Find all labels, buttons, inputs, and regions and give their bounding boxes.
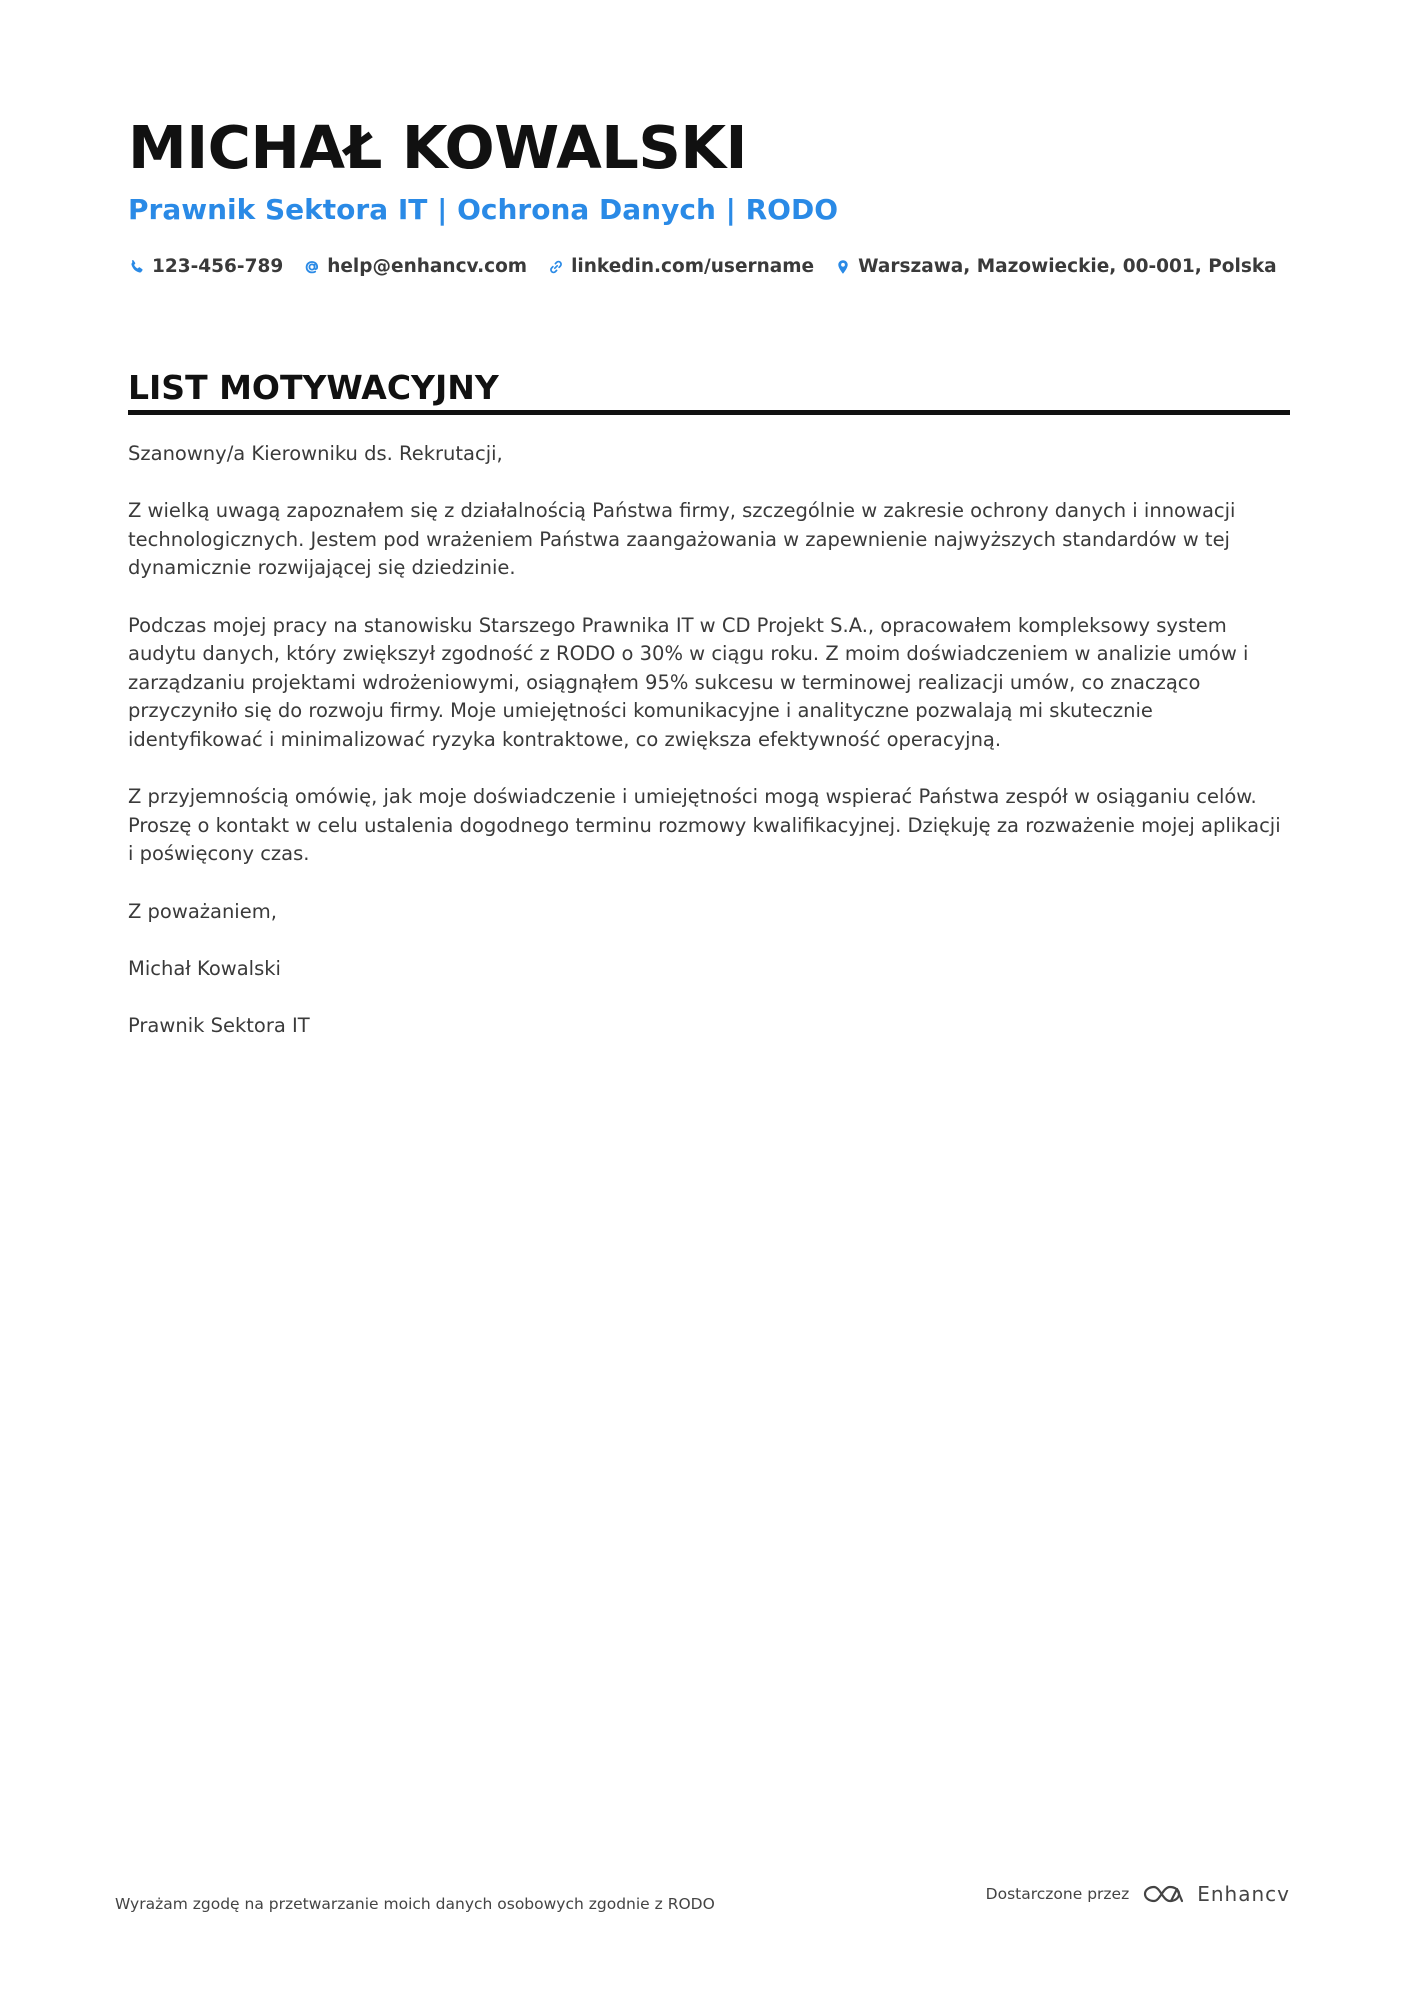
gdpr-consent-note: Wyrażam zgodę na przetwarzanie moich danych osobowych zgodnie z RODO	[115, 1895, 715, 1913]
link-icon	[547, 258, 565, 276]
enhancv-logo-icon	[1141, 1880, 1187, 1908]
section-divider	[128, 410, 1290, 415]
at-icon	[303, 258, 321, 276]
location-pin-icon	[834, 258, 852, 276]
brand-name[interactable]: Enhancv	[1197, 1882, 1290, 1906]
phone-icon	[128, 258, 146, 276]
location-text: Warszawa, Mazowieckie, 00-001, Polska	[858, 256, 1277, 277]
signature-name: Michał Kowalski	[128, 956, 281, 980]
section-title: LIST MOTYWACYJNY	[128, 368, 499, 407]
letter-closing: Z poważaniem,	[128, 899, 277, 923]
contact-bar	[128, 253, 1277, 281]
candidate-headline: Prawnik Sektora IT | Ochrona Danych | RODO	[128, 193, 839, 226]
candidate-name: MICHAŁ KOWALSKI	[128, 113, 748, 182]
contact-email[interactable]	[303, 253, 527, 281]
contact-linkedin[interactable]	[547, 253, 814, 281]
letter-paragraph: Z przyjemnością omówię, jak moje doświadczenie i umiejętności mogą wspierać Państwa zespół w osiąganiu celów. Proszę o kontakt w celu ustalenia dogodnego terminu rozmowy kwalifikacyjnej. Dziękuję za rozważenie mojej aplikacji i poświęcony czas.	[128, 785, 1281, 866]
letter-greeting: Szanowny/a Kierowniku ds. Rekrutacji,	[128, 442, 503, 465]
contact-location	[834, 253, 1277, 281]
phone-text: 123-456-789	[152, 256, 284, 277]
powered-by[interactable]	[986, 1880, 1290, 1908]
letter-paragraph: Podczas mojej pracy na stanowisku Starszego Prawnika IT w CD Projekt S.A., opracowałem kompleksowy system audytu danych, który zwiększył zgodność z RODO o 30% w ciągu roku. Z moim doświadczeniem w analizie umów i zarządzaniu projektami wdrożeniowymi, osiągnąłem 95% sukcesu w terminowej realizacji umów, co znacząco przyczyniło się do rozwoju firmy. Moje umiejętności komunikacyjne i analityczne pozwalają mi skutecznie identyfikować i minimalizować ryzyka kontraktowe, co zwiększa efektywność operacyjną.	[128, 613, 1249, 751]
letter-paragraph: Z wielką uwagą zapoznałem się z działalnością Państwa firmy, szczególnie w zakresie ochrony danych i innowacji technologicznych. Jestem pod wrażeniem Państwa zaangażowania w zapewnienie najwyższych standardów w tej dynamicznie rozwijającej się dziedzinie.	[128, 499, 1236, 580]
email-text[interactable]: help@enhancv.com	[327, 256, 528, 277]
powered-by-label: Dostarczone przez	[985, 1885, 1130, 1903]
signature-title: Prawnik Sektora IT	[128, 1013, 310, 1037]
linkedin-text[interactable]: linkedin.com/username	[571, 256, 815, 277]
contact-phone	[128, 253, 283, 281]
letter-body	[128, 440, 1290, 1069]
